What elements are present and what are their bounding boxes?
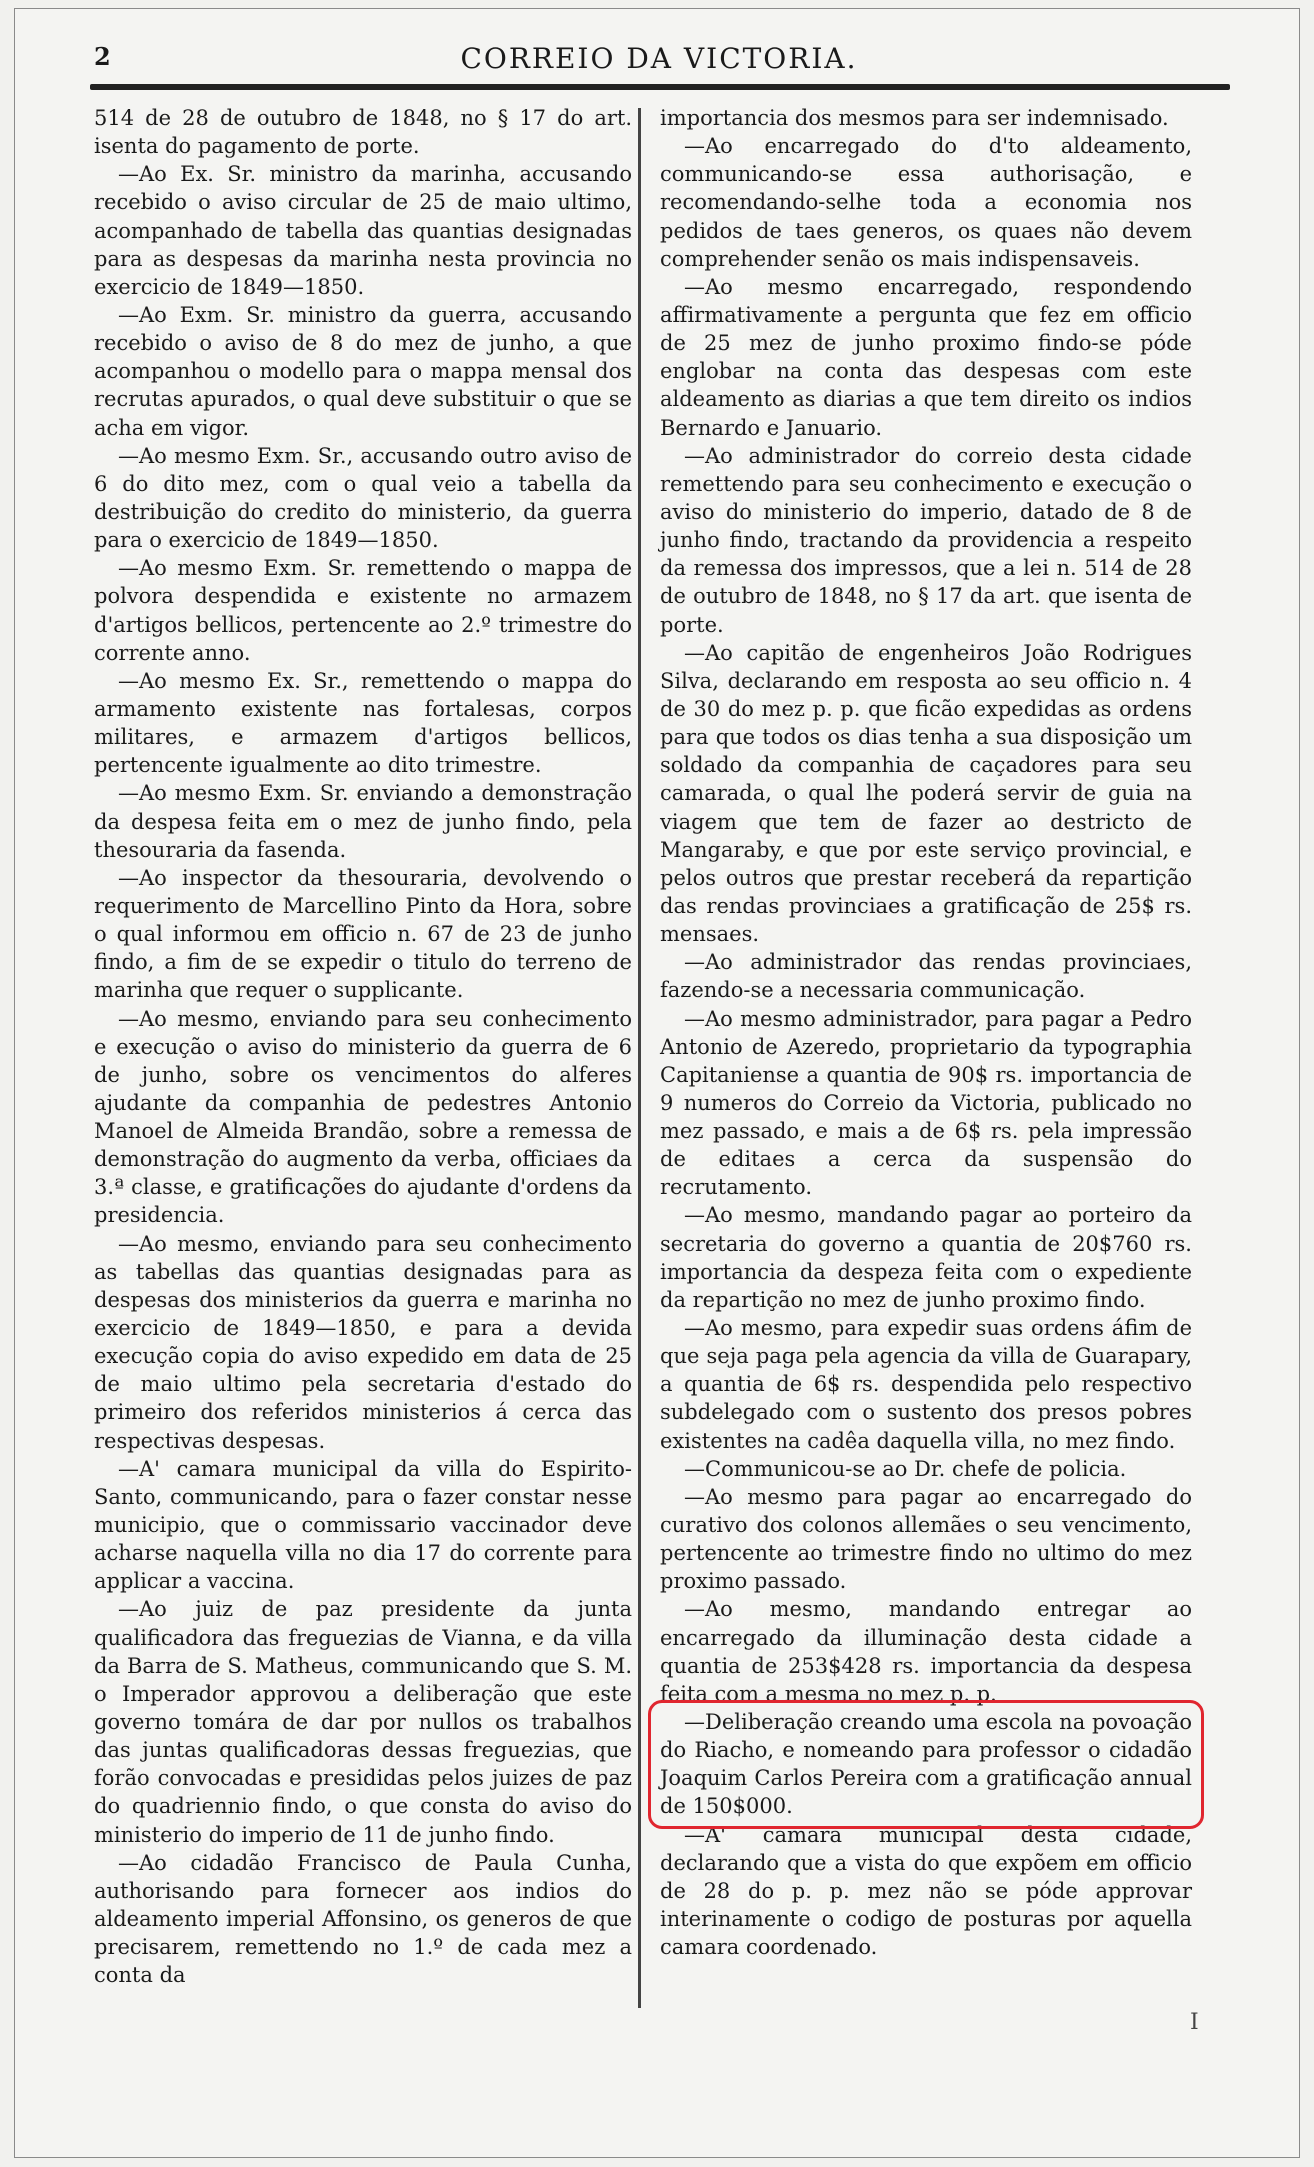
paragraph: —Ao administrador das rendas provinciaes, fazendo-se a necessaria communicação. (660, 950, 1192, 1003)
newspaper-masthead: CORREIO DA VICTORIA. (460, 42, 858, 75)
paragraph: 514 de 28 de outubro de 1848, no § 17 do art. isenta do pagamento de porte. (94, 106, 632, 159)
paragraph: —Ao mesmo Exm. Sr. remettendo o mappa de polvora despendida e existente no armazem d'artigos bellicos, pertencente ao 2.º trimestre do corrente anno. (94, 556, 632, 665)
paragraph: —Ao mesmo, para expedir suas ordens áfim de que seja paga pela agencia da villa de Guarapary, a quantia de 6$ rs. despendida pelo respectivo subdelegado com o sustento dos presos pobres existentes na cadêa daquella villa, no mez findo. (660, 1316, 1192, 1453)
paragraph: —Ao capitão de engenheiros João Rodrigues Silva, declarando em resposta ao seu officio n. 4 de 30 do mez p. p. que ficão expedidas as ordens para que todos os dias tenha a sua disposição um soldado da companhia de caçadores para seu camarada, o qual lhe poderá servir de guia na viagem que tem de fazer ao destricto de Mangaraby, e que por este serviço provincial, e pelos outros que prestar receberá da repartição das rendas provinciaes a gratificação de 25$ rs. mensaes. (660, 640, 1192, 947)
page-header (94, 42, 1224, 90)
paragraph: —Ao mesmo administrador, para pagar a Pedro Antonio de Azeredo, proprietario da typographia Capitaniense a quantia de 90$ rs. importancia de 9 numeros do Correio da Victoria, publicado no mez passado, e mais a de 6$ rs. pela impressão de editaes a cerca da suspensão do recrutamento. (660, 1006, 1192, 1200)
paragraph: —Ao Ex. Sr. ministro da marinha, accusando recebido o aviso circular de 25 de maio ultimo, acompanhado de tabella das quantias designadas para as despesas da marinha nesta provincia no exercicio de 1849—1850. (94, 162, 632, 299)
paragraph: —Ao encarregado do d'to aldeamento, communicando-se essa authorisação, e recomendando-selhe toda a economia nos pedidos de taes generos, os quaes não devem comprehender senão os mais indispensaveis. (660, 134, 1192, 271)
page-number: 2 (94, 42, 111, 71)
paragraph: —Ao mesmo Ex. Sr., remettendo o mappa do armamento existente nas fortalesas, corpos militares, e armazem d'artigos bellicos, pertencente igualmente ao dito trimestre. (94, 668, 632, 778)
paragraph: —Ao cidadão Francisco de Paula Cunha, authorisando para fornecer aos indios do aldeamento imperial Affonsino, os generos de que precisarem, remettendo no 1.º de cada mez a conta da (94, 1850, 632, 1988)
paragraph: —Ao mesmo, enviando para seu conhecimento as tabellas das quantias designadas para as despesas dos ministerios da guerra e marinha no exercicio de 1849—1850, e para a devida execução copia do aviso expedido em data de 25 de maio ultimo pela secretaria d'estado do primeiro dos referidos ministerios á cerca das respectivas despesas. (94, 1231, 632, 1453)
paragraph: —Ao mesmo, enviando para seu conhecimento e execução o aviso do ministerio da guerra de 6 de junho, sobre os vencimentos do alferes ajudante da companhia de pedestres Antonio Manoel de Almeida Brandão, sobre a remessa de demonstração do augmento da verba, officiaes da 3.ª classe, e gratificações do ajudante d'ordens da presidencia. (94, 1006, 632, 1228)
highlight-box (648, 1700, 1204, 1829)
right-column (660, 104, 1192, 1961)
left-column (94, 104, 632, 1989)
paragraph: —Communicou-se ao Dr. chefe de policia. (684, 1456, 1127, 1481)
paragraph: —Ao mesmo Exm. Sr., accusando outro aviso de 6 do dito mez, com o qual veio a tabella da destribuição do credito do ministerio, da guerra para o exercicio de 1849—1850. (94, 443, 632, 553)
paragraph: —Ao mesmo encarregado, respondendo affirmativamente a pergunta que fez em officio de 25 mez de junho proximo findo-se póde englobar na conta das despesas com este aldeamento as diarias a que tem direito os indios Bernardo e Januario. (660, 274, 1192, 440)
paragraph: —Ao mesmo para pagar ao encarregado do curativo dos colonos allemães o seu vencimento, pertencente ao trimestre findo no ultimo do mez proximo passado. (660, 1484, 1192, 1594)
paragraph: —Ao juiz de paz presidente da junta qualificadora das freguezias de Vianna, e da villa da Barra de S. Matheus, communicando que S. M. o Imperador approvou a deliberação que este governo tomára de dar por nullos os trabalhos das juntas qualificadoras dessas freguezias, que forão convocadas e presididas pelos juizes de paz do quadriennio findo, o que consta do aviso do ministerio do imperio de 11 de junho findo. (94, 1597, 632, 1847)
column-divider (638, 108, 641, 2008)
paragraph: —Ao mesmo, mandando pagar ao porteiro da secretaria do governo a quantia de 20$760 rs. importancia da despeza feita com o expediente da repartição no mez de junho proximo findo. (660, 1203, 1192, 1312)
paragraph: —Ao administrador do correio desta cidade remettendo para seu conhecimento e execução o aviso do ministerio do imperio, datado de 8 de junho findo, tractando da providencia a respeito da remessa dos impressos, que a lei n. 514 de 28 de outubro de 1848, no § 17 da art. que isenta de porte. (660, 443, 1192, 637)
page-mark: I (1190, 2010, 1199, 2035)
paragraph: —Ao mesmo, mandando entregar ao encarregado da illuminação desta cidade a quantia de 253$428 rs. importancia da despesa feita com a mesma no mez p. p. (660, 1597, 1192, 1706)
paragraph: —Ao inspector da thesouraria, devolvendo o requerimento de Marcellino Pinto da Hora, sobre o qual informou em officio n. 67 de 23 de junho findo, a fim de se expedir o titulo do terreno de marinha que requer o supplicante. (94, 865, 632, 1003)
header-rule (90, 84, 1230, 90)
paragraph: —A' camara municipal da villa do Espirito-Santo, communicando, para o fazer constar nesse municipio, que o commissario vaccinador deve acharse naquella villa no dia 17 do corrente para applicar a vaccina. (94, 1456, 632, 1594)
paragraph: importancia dos mesmos para ser indemnisado. (660, 106, 1169, 130)
highlighted-paragraph: —Deliberação creando uma escola na povoação do Riacho, e nomeando para professor o cidadão Joaquim Carlos Pereira com a gratificação annual de 150$000. (660, 1710, 1192, 1819)
paragraph: —Ao Exm. Sr. ministro da guerra, accusando recebido o aviso de 8 do mez de junho, a que acompanhou o modello para o mappa mensal dos recrutas apurados, o qual deve substituir o que se acha em vigor. (94, 302, 632, 440)
paragraph: —Ao mesmo Exm. Sr. enviando a demonstração da despesa feita em o mez de junho findo, pela thesouraria da fasenda. (94, 781, 632, 862)
paragraph: —A' camara municipal desta cidade, declarando que a vista do que expõem em officio de 28 do p. p. mez não se póde approvar interinamente o codigo de posturas por aquella camara coordenado. (660, 1822, 1192, 1960)
